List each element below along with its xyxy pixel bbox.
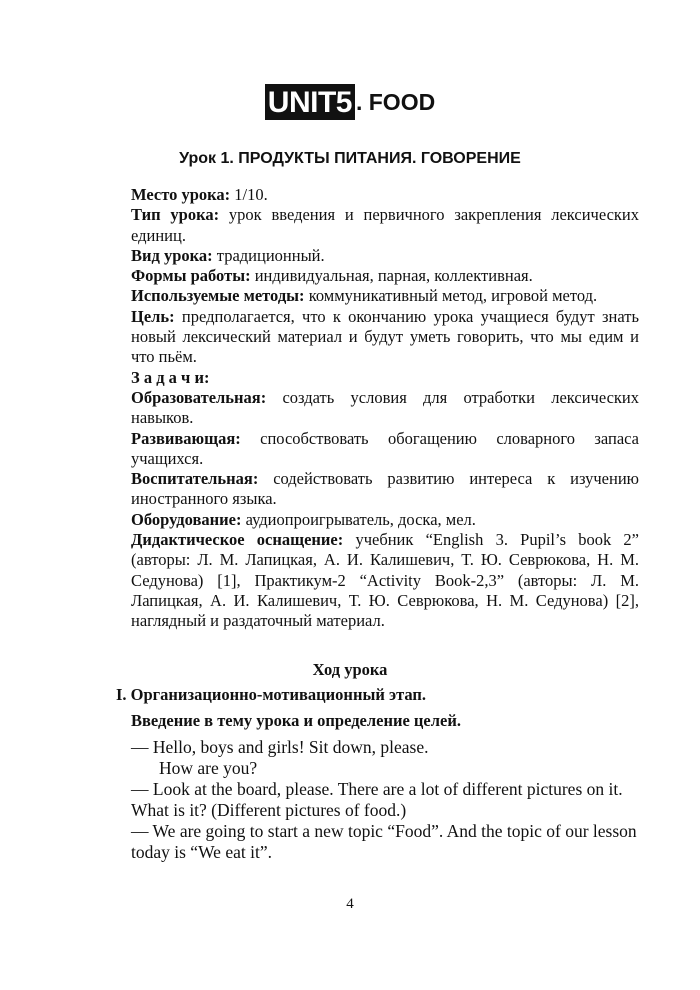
field-materials [131, 530, 639, 631]
dialog-line: — Hello, boys and girls! Sit down, please. [131, 737, 429, 757]
unit-topic: . FOOD [355, 88, 436, 115]
unit-badge: UNIT5 [265, 84, 355, 120]
field-text: традиционный. [212, 245, 325, 265]
field-text: создать условия для отработки лексических навыков. [131, 387, 639, 428]
field-label: Тип урока: [131, 205, 220, 225]
field-equipment [131, 510, 639, 530]
field-text: содействовать развитию интереса к изучению иностранного языка. [131, 469, 639, 509]
dialog-line: — Look at the board, please. There are a lot of different pictures on it. What is it? (Different pictures of food.) [131, 779, 623, 820]
field-label: Цель: [131, 306, 175, 326]
field-label: Развивающая: [131, 428, 241, 448]
field-text: аудиопроигрыватель, доска, мел. [241, 509, 476, 529]
field-label: Воспитательная: [131, 469, 259, 489]
field-place [131, 185, 639, 205]
field-label: З а д а ч и: [131, 367, 210, 387]
page-number: 4 [346, 896, 354, 912]
field-text: учебник “English 3. Pupil’s book 2” (авторы: Л. М. Лапицкая, А. И. Калишевич, Т. Ю. Севрюкова, Н. М. Седунова) [1], Практикум-2 “Activity Book-2,3” (авторы: Л. М. Лапицкая, А. И. Калишевич, Т. Ю. Севрюкова, Н. М. Седунова) [2], наглядный и раздаточный материал. [131, 530, 640, 631]
field-text: коммуникативный метод, игровой метод. [304, 286, 598, 306]
field-label: Образовательная: [131, 387, 267, 407]
field-label: Дидактическое оснащение: [131, 530, 344, 550]
field-label: Вид урока: [131, 245, 213, 265]
field-tasks [131, 368, 639, 388]
field-label: Формы работы: [131, 266, 251, 286]
lesson-course-heading: Ход урока [312, 660, 388, 679]
lesson-title: Урок 1. ПРОДУКТЫ ПИТАНИЯ. ГОВОРЕНИЕ [179, 150, 521, 167]
dialog-line: How are you? [159, 758, 258, 778]
field-kind [131, 246, 639, 266]
field-educational [131, 388, 639, 429]
field-text: 1/10. [230, 185, 268, 204]
field-developing [131, 429, 639, 470]
field-forms [131, 266, 639, 286]
stage-subheading: Введение в тему урока и определение целей. [131, 711, 461, 730]
unit-heading [0, 84, 700, 120]
field-upbringing [131, 469, 639, 510]
field-goal [131, 307, 639, 368]
lesson-fields [131, 185, 639, 632]
field-label: Место урока: [131, 185, 231, 204]
stage-heading: I. Организационно-мотивационный этап. [116, 685, 427, 704]
field-type [131, 205, 639, 246]
field-label: Используемые методы: [131, 286, 305, 306]
field-text: предполагается, что к окончанию урока учащиеся будут знать новый лексический материал и будут уметь говорить, что мы едим и что пьём. [131, 306, 639, 367]
dialog-line: — We are going to start a new topic “Food”. And the topic of our lesson today is “We eat it”. [131, 821, 637, 862]
dialog [116, 737, 641, 863]
field-text: способствовать обогащению словарного запаса учащихся. [131, 428, 639, 468]
field-methods [131, 286, 639, 306]
field-text: урок введения и первичного закрепления лексических единиц. [131, 205, 639, 245]
field-label: Оборудование: [131, 509, 242, 529]
field-text: индивидуальная, парная, коллективная. [250, 266, 533, 286]
